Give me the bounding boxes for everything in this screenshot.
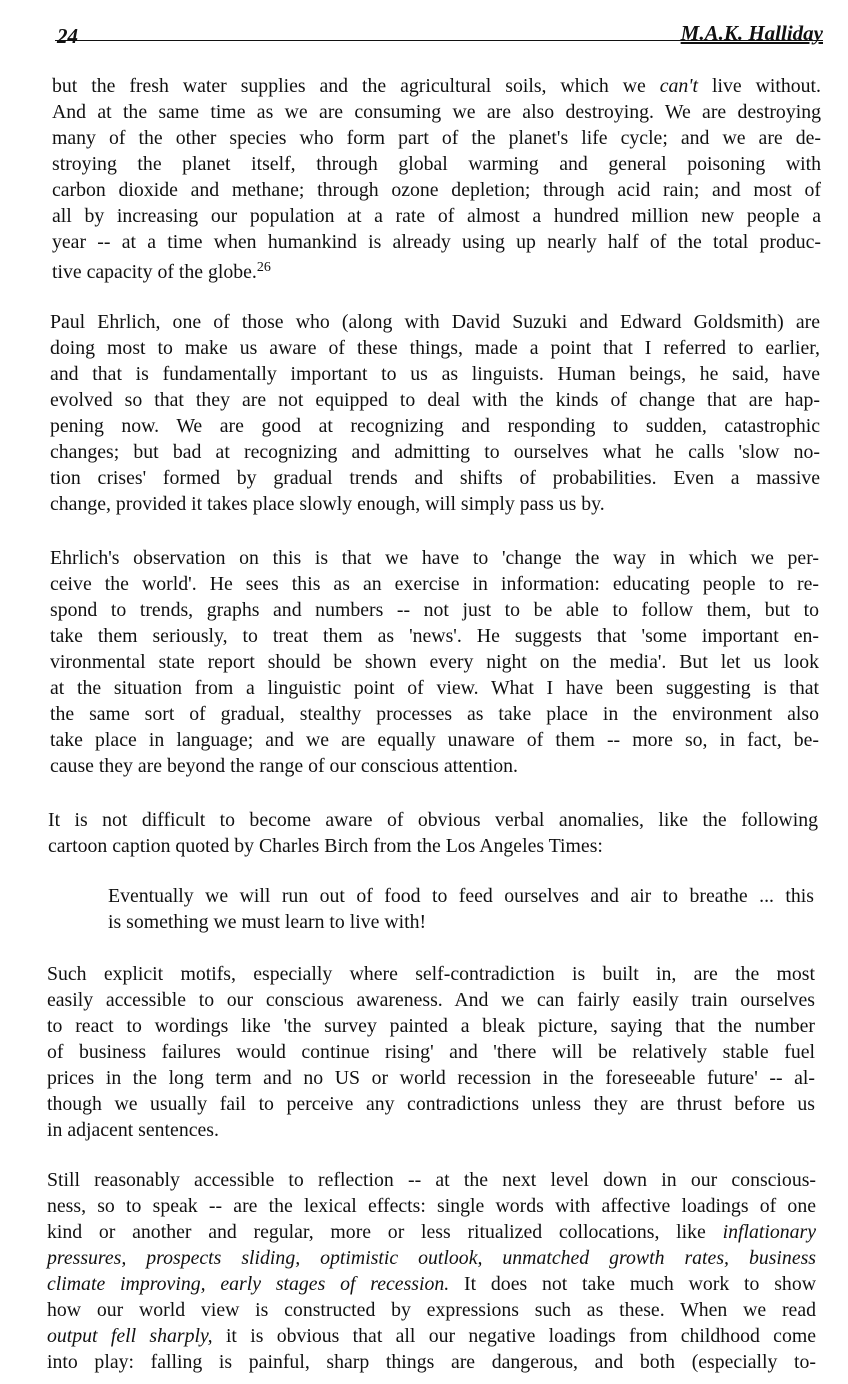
- text-line: spond to trends, graphs and numbers -- not just to be able to follow them, but to: [50, 599, 819, 621]
- page-number: 24: [57, 24, 78, 48]
- text-line: how our world view is constructed by expressions such as these. When we read: [47, 1299, 816, 1321]
- text-line: Ehrlich's observation on this is that we have to 'change the way in which we per-: [50, 547, 819, 569]
- text-line: doing most to make us aware of these things, made a point that I referred to earlier,: [50, 337, 820, 359]
- text-line: change, provided it takes place slowly enough, will simply pass us by.: [50, 493, 605, 515]
- text-line: the same sort of gradual, stealthy processes as take place in the environment also: [50, 703, 819, 725]
- emphasis: output fell sharply,: [47, 1325, 213, 1347]
- text-line: And at the same time as we are consuming we are also destroying. We are destroying: [52, 101, 821, 123]
- quote-line: is something we must learn to live with!: [108, 911, 427, 933]
- text-line: though we usually fail to perceive any contradictions unless they are thrust before us: [47, 1093, 815, 1115]
- text-line: vironmental state report should be shown every night on the media'. But let us look: [50, 651, 819, 673]
- text-line: at the situation from a linguistic point of view. What I have been suggesting is that: [50, 677, 819, 699]
- page-header: [55, 20, 823, 48]
- text-line: [47, 1246, 816, 1270]
- emphasis: inflationary: [722, 1221, 816, 1243]
- emphasis: can't: [659, 75, 699, 97]
- text-line: evolved so that they are not equipped to deal with the kinds of change that are hap-: [50, 389, 820, 411]
- text-line: stroying the planet itself, through global warming and general poisoning with: [52, 153, 821, 175]
- text-line: output fell sharply, it is obvious that all our negative loadings from childhood come: [47, 1325, 816, 1347]
- text-line: many of the other species who form part of the planet's life cycle; and we are de-: [52, 127, 821, 149]
- text-line: It is not difficult to become aware of obvious verbal anomalies, like the following: [48, 809, 818, 831]
- text-line: and that is fundamentally important to us as linguists. Human beings, he said, have: [50, 363, 820, 385]
- text-line: cartoon caption quoted by Charles Birch from the Los Angeles Times:: [48, 835, 603, 857]
- text-line: kind or another and regular, more or less ritualized collocations, like inflationary: [47, 1221, 816, 1243]
- text-line: Paul Ehrlich, one of those who (along with David Suzuki and Edward Goldsmith) are: [50, 311, 820, 333]
- text-line: all by increasing our population at a rate of almost a hundred million new people a: [52, 205, 821, 227]
- text-line: to react to wordings like 'the survey painted a bleak picture, saying that the number: [47, 1015, 815, 1037]
- footnote-marker: 26: [256, 260, 271, 275]
- text-line: changes; but bad at recognizing and admitting to ourselves what he calls 'slow no-: [50, 441, 820, 463]
- text-line: tive capacity of the globe.$^{26}$: [52, 260, 271, 283]
- text-line: of business failures would continue rising' and 'there will be relatively stable fuel: [47, 1041, 815, 1063]
- text-line: Still reasonably accessible to reflection -- at the next level down in our conscious-: [47, 1169, 816, 1191]
- text-line: tion crises' formed by gradual trends and shifts of probabilities. Even a massive: [50, 467, 820, 489]
- quote-line: Eventually we will run out of food to feed ourselves and air to breathe ... this: [108, 885, 814, 907]
- text-line: ness, so to speak -- are the lexical effects: single words with affective loadings of one: [47, 1195, 816, 1217]
- text-line: into play: falling is painful, sharp things are dangerous, and both (especially to-: [47, 1351, 816, 1373]
- text-line: cause they are beyond the range of our conscious attention.: [50, 755, 518, 777]
- text-line: but the fresh water supplies and the agricultural soils, which we can't live without.: [52, 75, 821, 97]
- text-line: ceive the world'. He sees this as an exercise in information: educating people to re-: [50, 573, 819, 595]
- text-line: year -- at a time when humankind is already using up nearly half of the total produc-: [52, 231, 821, 253]
- text-line: easily accessible to our conscious awareness. And we can fairly easily train ourselves: [47, 989, 815, 1011]
- emphasis: climate improving, early stages of recession.: [47, 1273, 450, 1295]
- text-line: take place in language; and we are equally unaware of them -- more so, in fact, be-: [50, 729, 819, 751]
- running-head: M.A.K. Halliday: [680, 21, 823, 45]
- emphasis: pressures, prospects sliding, optimistic outlook, unmatched growth rates, business: [47, 1247, 816, 1269]
- text-line: climate improving, early stages of recession. It does not take much work to show: [47, 1273, 816, 1295]
- text-line: prices in the long term and no US or world recession in the foreseeable future' -- al-: [47, 1067, 815, 1089]
- text-line: pening now. We are good at recognizing and responding to sudden, catastrophic: [50, 415, 820, 437]
- text-line: take them seriously, to treat them as 'news'. He suggests that 'some important en-: [50, 625, 819, 647]
- text-line: in adjacent sentences.: [47, 1119, 219, 1141]
- text-line: carbon dioxide and methane; through ozone depletion; through acid rain; and most of: [52, 179, 821, 201]
- text-line: Such explicit motifs, especially where self-contradiction is built in, are the most: [47, 963, 815, 985]
